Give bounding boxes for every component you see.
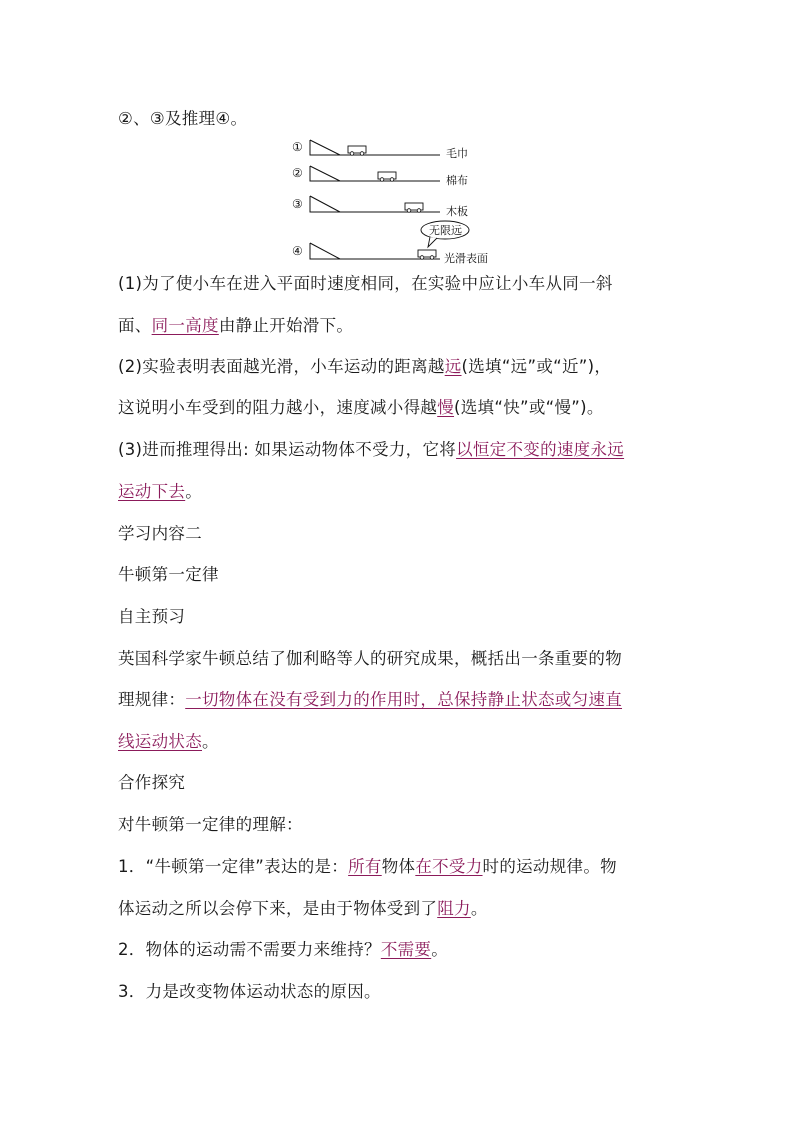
text-span: 。 [431,940,449,959]
answer-blank: 一切物体在没有受到力的作用时，总保持静止状态或匀速直 [185,690,623,709]
text-span: 。 [185,482,203,501]
cart-icon [348,146,366,155]
text-line-11 [118,647,688,671]
text-span: 牛顿第一定律 [118,565,219,584]
text-span: (1)为了使小车在进入平面时速度相同，在实验中应让小车从同一斜 [118,274,613,293]
text-line-18 [118,938,688,962]
row-number: ① [292,140,303,154]
text-line-2 [118,272,688,296]
answer-blank: 以恒定不变的速度永远 [456,440,625,459]
surface-label: 木板 [446,205,468,218]
text-span: 自主预习 [118,607,186,626]
text-line-19 [118,980,688,1004]
text-line-5 [118,396,688,420]
text-line-6 [118,438,688,462]
surface-label: 光滑表面 [444,252,488,265]
text-span: 2．物体的运动需不需要力来维持？ [118,940,381,959]
text-line-7 [118,480,688,504]
text-line-3 [118,314,688,338]
text-span: 学习内容二 [118,524,202,543]
text-line-13 [118,730,688,754]
text-span: 。 [470,899,488,918]
text-line-15 [118,813,688,837]
text-span: 由静止开始滑下。 [218,316,354,335]
text-span: (选填“远”或“近”)， [461,357,612,376]
figure-row-1 [292,140,468,160]
text-span: (3)进而推理得出: 如果运动物体不受力，它将 [118,440,457,459]
row-number: ③ [292,197,303,211]
cart-icon [418,250,436,259]
cart-icon [378,172,396,181]
text-span: 对牛顿第一定律的理解： [118,815,303,834]
section-heading [118,522,688,546]
surface-label: 毛巾 [446,147,468,160]
answer-blank: 线运动状态 [118,732,202,751]
subsection-heading [118,605,688,629]
text-span: 体运动之所以会停下来，是由于物体受到了 [118,899,438,918]
text-span: 英国科学家牛顿总结了伽利略等人的研究成果，概括出一条重要的物 [118,649,622,668]
answer-blank: 运动下去 [118,482,186,501]
figure-row-2 [292,166,468,187]
answer-blank: 阻力 [437,899,471,918]
text-line-16 [118,855,688,879]
text-span: 合作探究 [118,773,186,792]
text-line-4 [118,355,688,379]
text-span: 理规律： [118,690,186,709]
answer-blank: 慢 [437,398,455,417]
row-number: ② [292,166,303,180]
text-span: 物体 [381,857,416,876]
text-span: (2)实验表明表面越光滑，小车运动的距离越 [118,357,445,376]
text-span: 这说明小车受到的阻力越小，速度减小得越 [118,398,438,417]
experiment-figure [290,137,510,267]
cart-icon [405,203,423,212]
surface-label: 棉布 [446,174,468,187]
text-span: 1．“牛顿第一定律”表达的是： [118,857,349,876]
speech-bubble [421,221,469,247]
section-title [118,563,688,587]
row-number: ④ [292,244,303,258]
text-span: 面、 [118,316,152,335]
text-span: 。 [202,732,219,751]
text-line-12 [118,688,688,712]
figure-row-3 [292,196,468,218]
answer-blank: 远 [444,357,462,376]
text-span: 3．力是改变物体运动状态的原因。 [118,982,381,1001]
answer-blank: 不需要 [380,940,432,959]
figure-row-4 [292,221,488,265]
bubble-text: 无限远 [429,224,462,237]
text-span: ②、③及推理④。 [118,109,248,128]
subsection-heading [118,771,688,795]
answer-blank: 在不受力 [415,857,483,876]
text-line-1 [118,107,688,131]
text-span: (选填“快”或“慢”)。 [454,398,604,417]
answer-blank: 同一高度 [151,316,219,335]
answer-blank: 所有 [348,857,382,876]
text-line-17 [118,897,688,921]
text-span: 时的运动规律。物 [482,857,617,876]
